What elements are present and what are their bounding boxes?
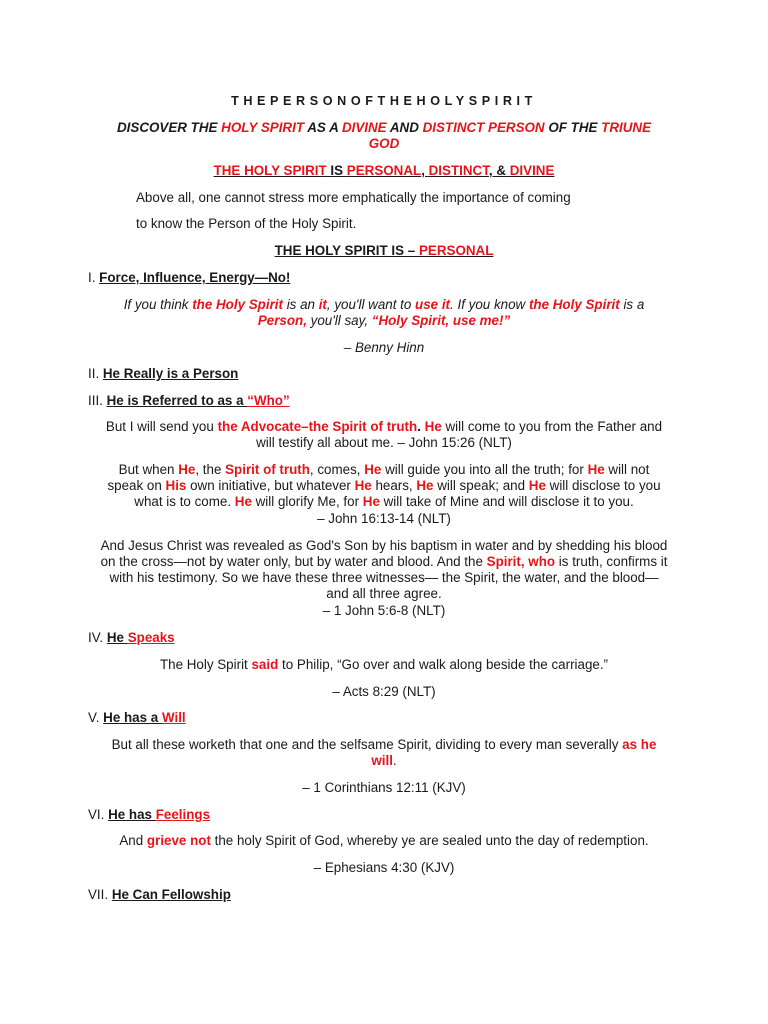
subtitle-divine: DIVINE: [341, 120, 387, 135]
verse-text: , comes,: [309, 462, 365, 477]
verse-3-line-4: and all three agree.: [326, 586, 442, 601]
point-title: He has: [108, 807, 156, 822]
point-title: He has a: [103, 710, 162, 725]
verse-highlight: the Advocate–the Spirit of truth: [217, 419, 418, 434]
verse-3-line-3: with his testimony. So we have these three witnesses— the Spirit, the water, and the blood—: [109, 570, 659, 585]
point-3: [88, 393, 696, 410]
verse-text: will take of Mine and will disclose it to you.: [379, 494, 634, 509]
verse-text: to Philip, “Go over and walk along beside the carriage.”: [278, 657, 609, 672]
verse-text: hears,: [371, 478, 417, 493]
verse-3-reference: – 1 John 5:6-8 (NLT): [322, 603, 446, 618]
point-title: Force, Influence, Energy—No!: [99, 270, 291, 285]
verse-text: will speak; and: [433, 478, 529, 493]
point-title: He Really is a Person: [102, 366, 239, 381]
point-number: IV.: [88, 630, 107, 645]
verse-text: will glorify Me, for: [251, 494, 363, 509]
point-number: VI.: [88, 807, 109, 822]
point-title-highlight: Feelings: [155, 807, 211, 822]
verse-3-line-2: [80, 554, 688, 571]
point-title: He: [106, 630, 124, 645]
quote-holy-spirit: the Holy Spirit: [192, 297, 283, 312]
subtitle-distinct-person: DISTINCT PERSON: [422, 120, 545, 135]
verse-text: But I will send you: [105, 419, 218, 434]
point-title-highlight: Speaks: [127, 630, 175, 645]
verse-highlight: as he: [622, 737, 657, 752]
tagline-holy-spirit: THE HOLY SPIRIT: [213, 163, 327, 178]
intro-line-1: Above all, one cannot stress more emphatically the importance of coming: [136, 190, 571, 205]
verse-highlight: Spirit of truth: [225, 462, 310, 477]
tagline-text: IS: [326, 163, 347, 178]
verse-1-line-1: [80, 419, 688, 436]
verse-5-line-1: [80, 737, 688, 754]
tagline-text: ,: [421, 163, 429, 178]
verse-2-line-2: [80, 478, 688, 495]
verse-text: what is to come.: [134, 494, 235, 509]
quote-use-me: “Holy Spirit, use me!”: [371, 313, 511, 328]
point-title: He Can Fellowship: [111, 887, 231, 902]
verse-4-reference: – Acts 8:29 (NLT): [332, 684, 436, 699]
verse-text: .: [392, 753, 397, 768]
verse-highlight: He: [424, 419, 442, 434]
verse-6-reference: – Ephesians 4:30 (KJV): [313, 860, 455, 875]
verse-2-reference: – John 16:13-14 (NLT): [317, 511, 451, 526]
intro-line-2: to know the Person of the Holy Spirit.: [136, 216, 357, 231]
verse-highlight: His: [165, 478, 187, 493]
verse-highlight: said: [251, 657, 279, 672]
tagline-divine: DIVINE: [509, 163, 555, 178]
verse-2-line-3: [80, 494, 688, 511]
quote-line-1: [80, 297, 688, 314]
quote-person: Person,: [257, 313, 307, 328]
document-title: THEPERSONOFTHEHOLYSPIRIT: [231, 94, 537, 108]
point-6: [88, 807, 696, 824]
point-title: He is Referred to as a: [106, 393, 248, 408]
verse-text: , the: [195, 462, 226, 477]
quote-holy-spirit: the Holy Spirit: [528, 297, 620, 312]
verse-highlight: He: [587, 462, 605, 477]
verse-highlight: grieve not: [146, 833, 211, 848]
point-number: I.: [88, 270, 100, 285]
verse-text: on the cross—not by water only, but by water and blood. And the: [100, 554, 487, 569]
point-1: [88, 270, 696, 287]
quote-line-2: [80, 313, 688, 330]
tagline: [80, 163, 688, 180]
verse-text: will disclose to you: [545, 478, 661, 493]
subtitle-holy-spirit: HOLY SPIRIT: [221, 120, 305, 135]
verse-text: And: [119, 833, 147, 848]
verse-highlight: He: [528, 478, 546, 493]
verse-text: But when: [118, 462, 179, 477]
verse-highlight: He: [416, 478, 434, 493]
subtitle-text: DISCOVER THE: [117, 120, 222, 135]
verse-text: own initiative, but whatever: [186, 478, 355, 493]
subtitle-line-2: GOD: [368, 136, 400, 151]
quote-use-it: use it: [415, 297, 451, 312]
point-title-highlight: “Who”: [247, 393, 290, 408]
tagline-distinct: DISTINCT: [428, 163, 489, 178]
verse-5-reference: – 1 Corinthians 12:11 (KJV): [302, 780, 466, 795]
verse-highlight: He: [362, 494, 380, 509]
quote-it: it: [318, 297, 327, 312]
verse-text: will guide you into all the truth; for: [381, 462, 588, 477]
subtitle-text: OF THE: [544, 120, 602, 135]
point-number: V.: [88, 710, 104, 725]
quote-text: , you'll want to: [326, 297, 416, 312]
section-heading-text: THE HOLY SPIRIT IS –: [274, 243, 419, 258]
verse-highlight: Spirit, who: [486, 554, 556, 569]
quote-text: is an: [282, 297, 319, 312]
verse-text: .: [417, 419, 425, 434]
verse-highlight: He: [234, 494, 252, 509]
verse-highlight: He: [364, 462, 382, 477]
verse-highlight: will: [371, 753, 393, 768]
verse-text: But all these worketh that one and the selfsame Spirit, dividing to every man severally: [111, 737, 623, 752]
verse-text: The Holy Spirit: [159, 657, 252, 672]
point-title-highlight: Will: [161, 710, 186, 725]
subtitle-text: AND: [386, 120, 423, 135]
verse-text: the holy Spirit of God, whereby ye are sealed unto the day of redemption.: [210, 833, 649, 848]
verse-text: will not: [604, 462, 650, 477]
verse-3-line-1: And Jesus Christ was revealed as God's Son by his baptism in water and by shedding his blood: [100, 538, 668, 553]
subtitle-text: AS A: [304, 120, 342, 135]
verse-text: will come to you from the Father and: [441, 419, 663, 434]
section-heading: [80, 243, 688, 260]
point-number: VII.: [88, 887, 112, 902]
quote-text: you'll say,: [306, 313, 372, 328]
verse-5-line-2: [80, 753, 688, 770]
subtitle-line-1: [80, 120, 688, 137]
verse-text: is truth, confirms it: [555, 554, 668, 569]
verse-4-line-1: [80, 657, 688, 674]
tagline-personal: PERSONAL: [346, 163, 422, 178]
quote-author: – Benny Hinn: [343, 340, 425, 355]
verse-6-line-1: [80, 833, 688, 850]
verse-2-line-1: [80, 462, 688, 479]
point-number: III.: [88, 393, 107, 408]
quote-text: If you think: [123, 297, 193, 312]
point-4: [88, 630, 696, 647]
quote-text: . If you know: [450, 297, 529, 312]
verse-highlight: He: [178, 462, 196, 477]
point-number: II.: [88, 366, 103, 381]
point-2: [88, 366, 696, 383]
quote-text: is a: [619, 297, 645, 312]
section-heading-personal: PERSONAL: [418, 243, 494, 258]
verse-highlight: He: [354, 478, 372, 493]
verse-text: speak on: [107, 478, 166, 493]
point-5: [88, 710, 696, 727]
point-7: [88, 887, 696, 904]
subtitle-triune: TRIUNE: [601, 120, 651, 135]
verse-1-line-2: will testify all about me. – John 15:26 (NLT): [256, 435, 512, 450]
tagline-text: , &: [488, 163, 510, 178]
